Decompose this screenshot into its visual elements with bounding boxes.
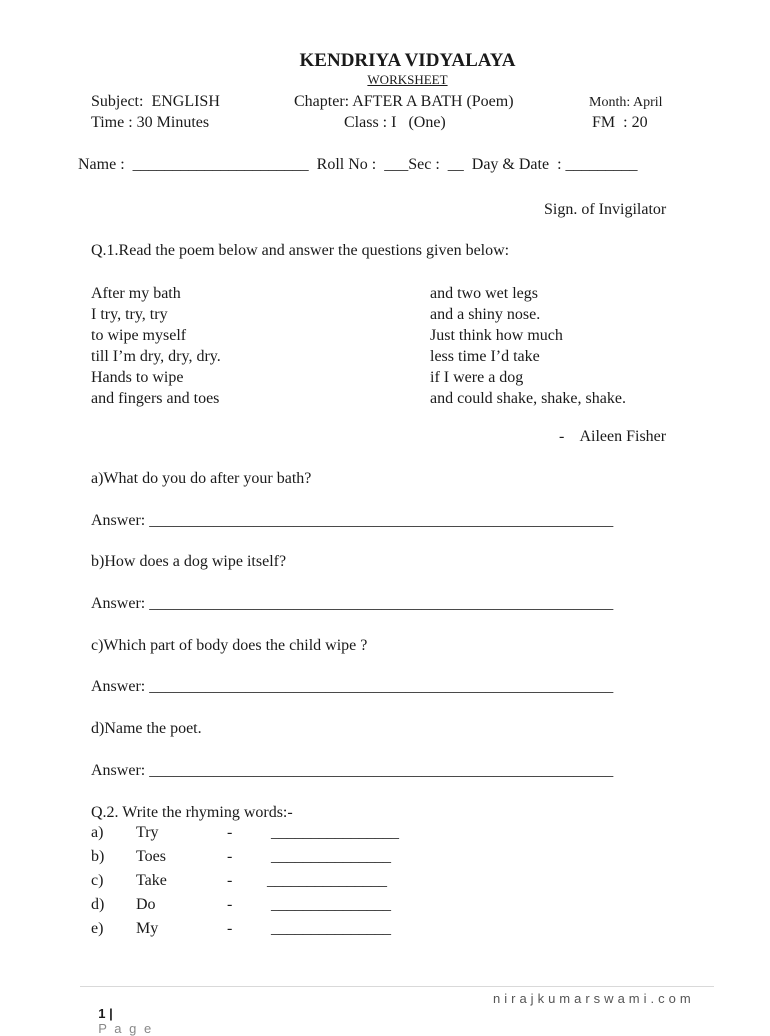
poem-line: and fingers and toes [91, 390, 220, 407]
footer-divider [80, 986, 714, 987]
rhyme-letter: b) [91, 848, 105, 865]
rhyme-dash: - [227, 920, 233, 937]
class-label: Class : I (One) [344, 114, 446, 131]
rhyme-letter: a) [91, 824, 104, 841]
rhyme-blank[interactable]: _______________ [267, 872, 387, 889]
question-a: a)What do you do after your bath? [91, 470, 312, 487]
poem-line: and a shiny nose. [430, 306, 541, 323]
rhyme-row [91, 824, 451, 848]
poem-line: if I were a dog [430, 369, 524, 386]
rhyme-dash: - [227, 824, 233, 841]
invigilator-sign-label: Sign. of Invigilator [544, 201, 667, 218]
rhyme-row [91, 896, 451, 920]
poem-line: Just think how much [430, 327, 563, 344]
poem-line: less time I’d take [430, 348, 540, 365]
poem-line: to wipe myself [91, 327, 187, 344]
page-number: 1 | [98, 1006, 113, 1021]
rhyme-letter: e) [91, 920, 104, 937]
poem-line: After my bath [91, 285, 181, 302]
rhyme-word: My [136, 920, 159, 937]
time-label: Time : 30 Minutes [91, 114, 210, 131]
rhyme-dash: - [227, 872, 233, 889]
rhyme-row [91, 920, 451, 944]
page-footer [91, 991, 153, 1036]
rhyme-letter: c) [91, 872, 104, 889]
q1-title: Q.1.Read the poem below and answer the questions given below: [91, 242, 510, 259]
page-word: P a g e [98, 1021, 154, 1036]
poem-line: and could shake, shake, shake. [430, 390, 626, 407]
school-title: KENDRIYA VIDYALAYA [299, 50, 516, 71]
rhyme-row [91, 872, 451, 896]
answer-line-c[interactable]: Answer: __________________________________________________________ [91, 678, 614, 695]
question-c: c)Which part of body does the child wipe ? [91, 637, 368, 654]
rhyme-dash: - [227, 848, 233, 865]
rhyme-word: Try [136, 824, 159, 841]
question-b: b)How does a dog wipe itself? [91, 553, 287, 570]
rhyme-blank[interactable]: _______________ [271, 896, 391, 913]
answer-line-a[interactable]: Answer: __________________________________________________________ [91, 512, 614, 529]
rhyme-blank[interactable]: _______________ [271, 920, 391, 937]
rhyme-dash: - [227, 896, 233, 913]
rhyme-blank[interactable]: ________________ [271, 824, 399, 841]
chapter-label: Chapter: AFTER A BATH (Poem) [294, 93, 514, 110]
answer-line-d[interactable]: Answer: __________________________________________________________ [91, 762, 614, 779]
question-d: d)Name the poet. [91, 720, 202, 737]
student-details-line: Name : ______________________ Roll No : ___Sec : __ Day & Date : _________ [78, 156, 638, 173]
rhyme-word: Toes [136, 848, 166, 865]
rhyme-word: Take [136, 872, 167, 889]
q2-title: Q.2. Write the rhyming words:- [91, 804, 293, 821]
site-name: nirajkumarswami.com [493, 991, 695, 1006]
month-label: Month: April [589, 95, 663, 110]
poem-line: and two wet legs [430, 285, 538, 302]
poem-left-column [91, 283, 221, 409]
poem-author: - Aileen Fisher [559, 428, 667, 445]
poem-line: I try, try, try [91, 306, 168, 323]
poem-line: Hands to wipe [91, 369, 184, 386]
answer-line-b[interactable]: Answer: __________________________________________________________ [91, 595, 614, 612]
rhyme-blank[interactable]: _______________ [271, 848, 391, 865]
worksheet-label: WORKSHEET [367, 72, 448, 87]
rhyme-word: Do [136, 896, 156, 913]
poem-right-column [430, 283, 626, 409]
poem-line: till I’m dry, dry, dry. [91, 348, 221, 365]
subject-label: Subject: ENGLISH [91, 93, 220, 110]
rhyme-letter: d) [91, 896, 105, 913]
fm-label: FM : 20 [592, 114, 648, 131]
rhyme-row [91, 848, 451, 872]
